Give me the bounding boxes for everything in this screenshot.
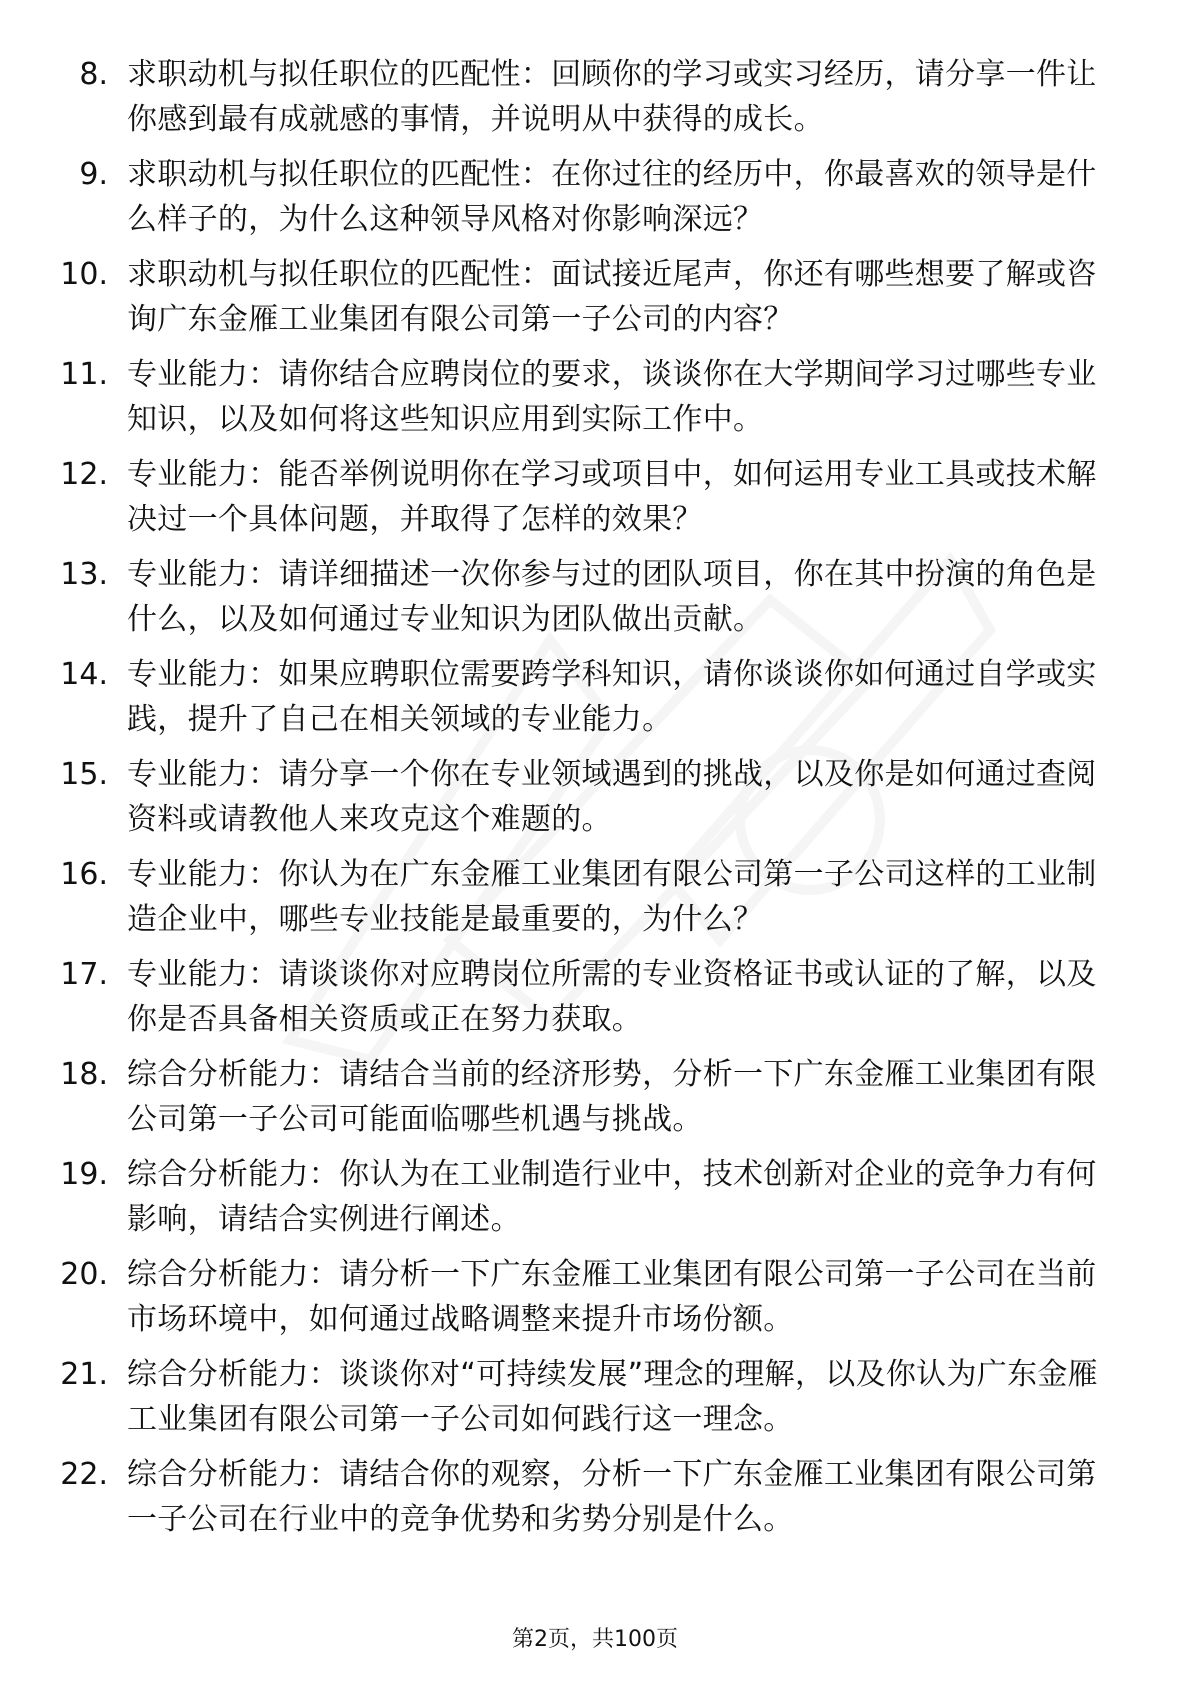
question-text: 专业能力：请分享一个你在专业领域遇到的挑战，以及你是如何通过查阅资料或请教他人来攻克这个难题的。 — [127, 757, 1097, 837]
question-number: 19. — [60, 1157, 108, 1192]
question-number: 17. — [60, 957, 108, 992]
question-item — [0, 352, 1190, 452]
question-text: 求职动机与拟任职位的匹配性：回顾你的学习或实习经历，请分享一件让你感到最有成就感的事情，并说明从中获得的成长。 — [127, 57, 1097, 137]
question-number: 10. — [60, 257, 108, 292]
question-number: 18. — [60, 1057, 108, 1092]
question-text: 综合分析能力：请结合你的观察，分析一下广东金雁工业集团有限公司第一子公司在行业中的竞争优势和劣势分别是什么。 — [127, 1457, 1097, 1537]
question-number: 9. — [79, 157, 108, 192]
question-number: 15. — [60, 757, 108, 792]
question-number: 11. — [60, 357, 108, 392]
question-text: 综合分析能力：请结合当前的经济形势，分析一下广东金雁工业集团有限公司第一子公司可能面临哪些机遇与挑战。 — [127, 1057, 1097, 1137]
question-item — [0, 752, 1190, 852]
question-text: 综合分析能力：请分析一下广东金雁工业集团有限公司第一子公司在当前市场环境中，如何通过战略调整来提升市场份额。 — [127, 1257, 1097, 1337]
question-item — [0, 1452, 1190, 1552]
question-number: 20. — [60, 1257, 108, 1292]
question-text: 专业能力：请谈谈你对应聘岗位所需的专业资格证书或认证的了解，以及你是否具备相关资质或正在努力获取。 — [127, 957, 1097, 1037]
question-list — [0, 52, 1190, 1552]
question-item — [0, 552, 1190, 652]
question-text: 求职动机与拟任职位的匹配性：在你过往的经历中，你最喜欢的领导是什么样子的，为什么这种领导风格对你影响深远？ — [127, 157, 1097, 237]
question-item — [0, 452, 1190, 552]
question-number: 13. — [60, 557, 108, 592]
question-item — [0, 52, 1190, 152]
question-text: 综合分析能力：你认为在工业制造行业中，技术创新对企业的竞争力有何影响，请结合实例进行阐述。 — [127, 1157, 1097, 1237]
question-text: 专业能力：请详细描述一次你参与过的团队项目，你在其中扮演的角色是什么，以及如何通过专业知识为团队做出贡献。 — [127, 557, 1097, 637]
question-number: 8. — [79, 57, 108, 92]
question-item — [0, 852, 1190, 952]
question-text: 综合分析能力：谈谈你对“可持续发展”理念的理解，以及你认为广东金雁工业集团有限公司第一子公司如何践行这一理念。 — [127, 1357, 1098, 1437]
question-text: 专业能力：如果应聘职位需要跨学科知识，请你谈谈你如何通过自学或实践，提升了自己在相关领域的专业能力。 — [127, 657, 1097, 737]
question-number: 12. — [60, 457, 108, 492]
question-text: 专业能力：请你结合应聘岗位的要求，谈谈你在大学期间学习过哪些专业知识，以及如何将这些知识应用到实际工作中。 — [127, 357, 1097, 437]
question-number: 21. — [60, 1357, 108, 1392]
question-number: 16. — [60, 857, 108, 892]
question-item — [0, 1352, 1190, 1452]
question-text: 专业能力：你认为在广东金雁工业集团有限公司第一子公司这样的工业制造企业中，哪些专业技能是最重要的，为什么？ — [127, 857, 1097, 937]
question-item — [0, 152, 1190, 252]
question-item — [0, 1052, 1190, 1152]
question-item — [0, 952, 1190, 1052]
question-item — [0, 252, 1190, 352]
question-item — [0, 652, 1190, 752]
question-text: 专业能力：能否举例说明你在学习或项目中，如何运用专业工具或技术解决过一个具体问题，并取得了怎样的效果？ — [127, 457, 1097, 537]
page-footer: 第2页，共100页 — [512, 1627, 678, 1652]
question-item — [0, 1152, 1190, 1252]
question-number: 22. — [60, 1457, 108, 1492]
question-number: 14. — [60, 657, 108, 692]
question-item — [0, 1252, 1190, 1352]
question-text: 求职动机与拟任职位的匹配性：面试接近尾声，你还有哪些想要了解或咨询广东金雁工业集团有限公司第一子公司的内容？ — [127, 257, 1097, 337]
